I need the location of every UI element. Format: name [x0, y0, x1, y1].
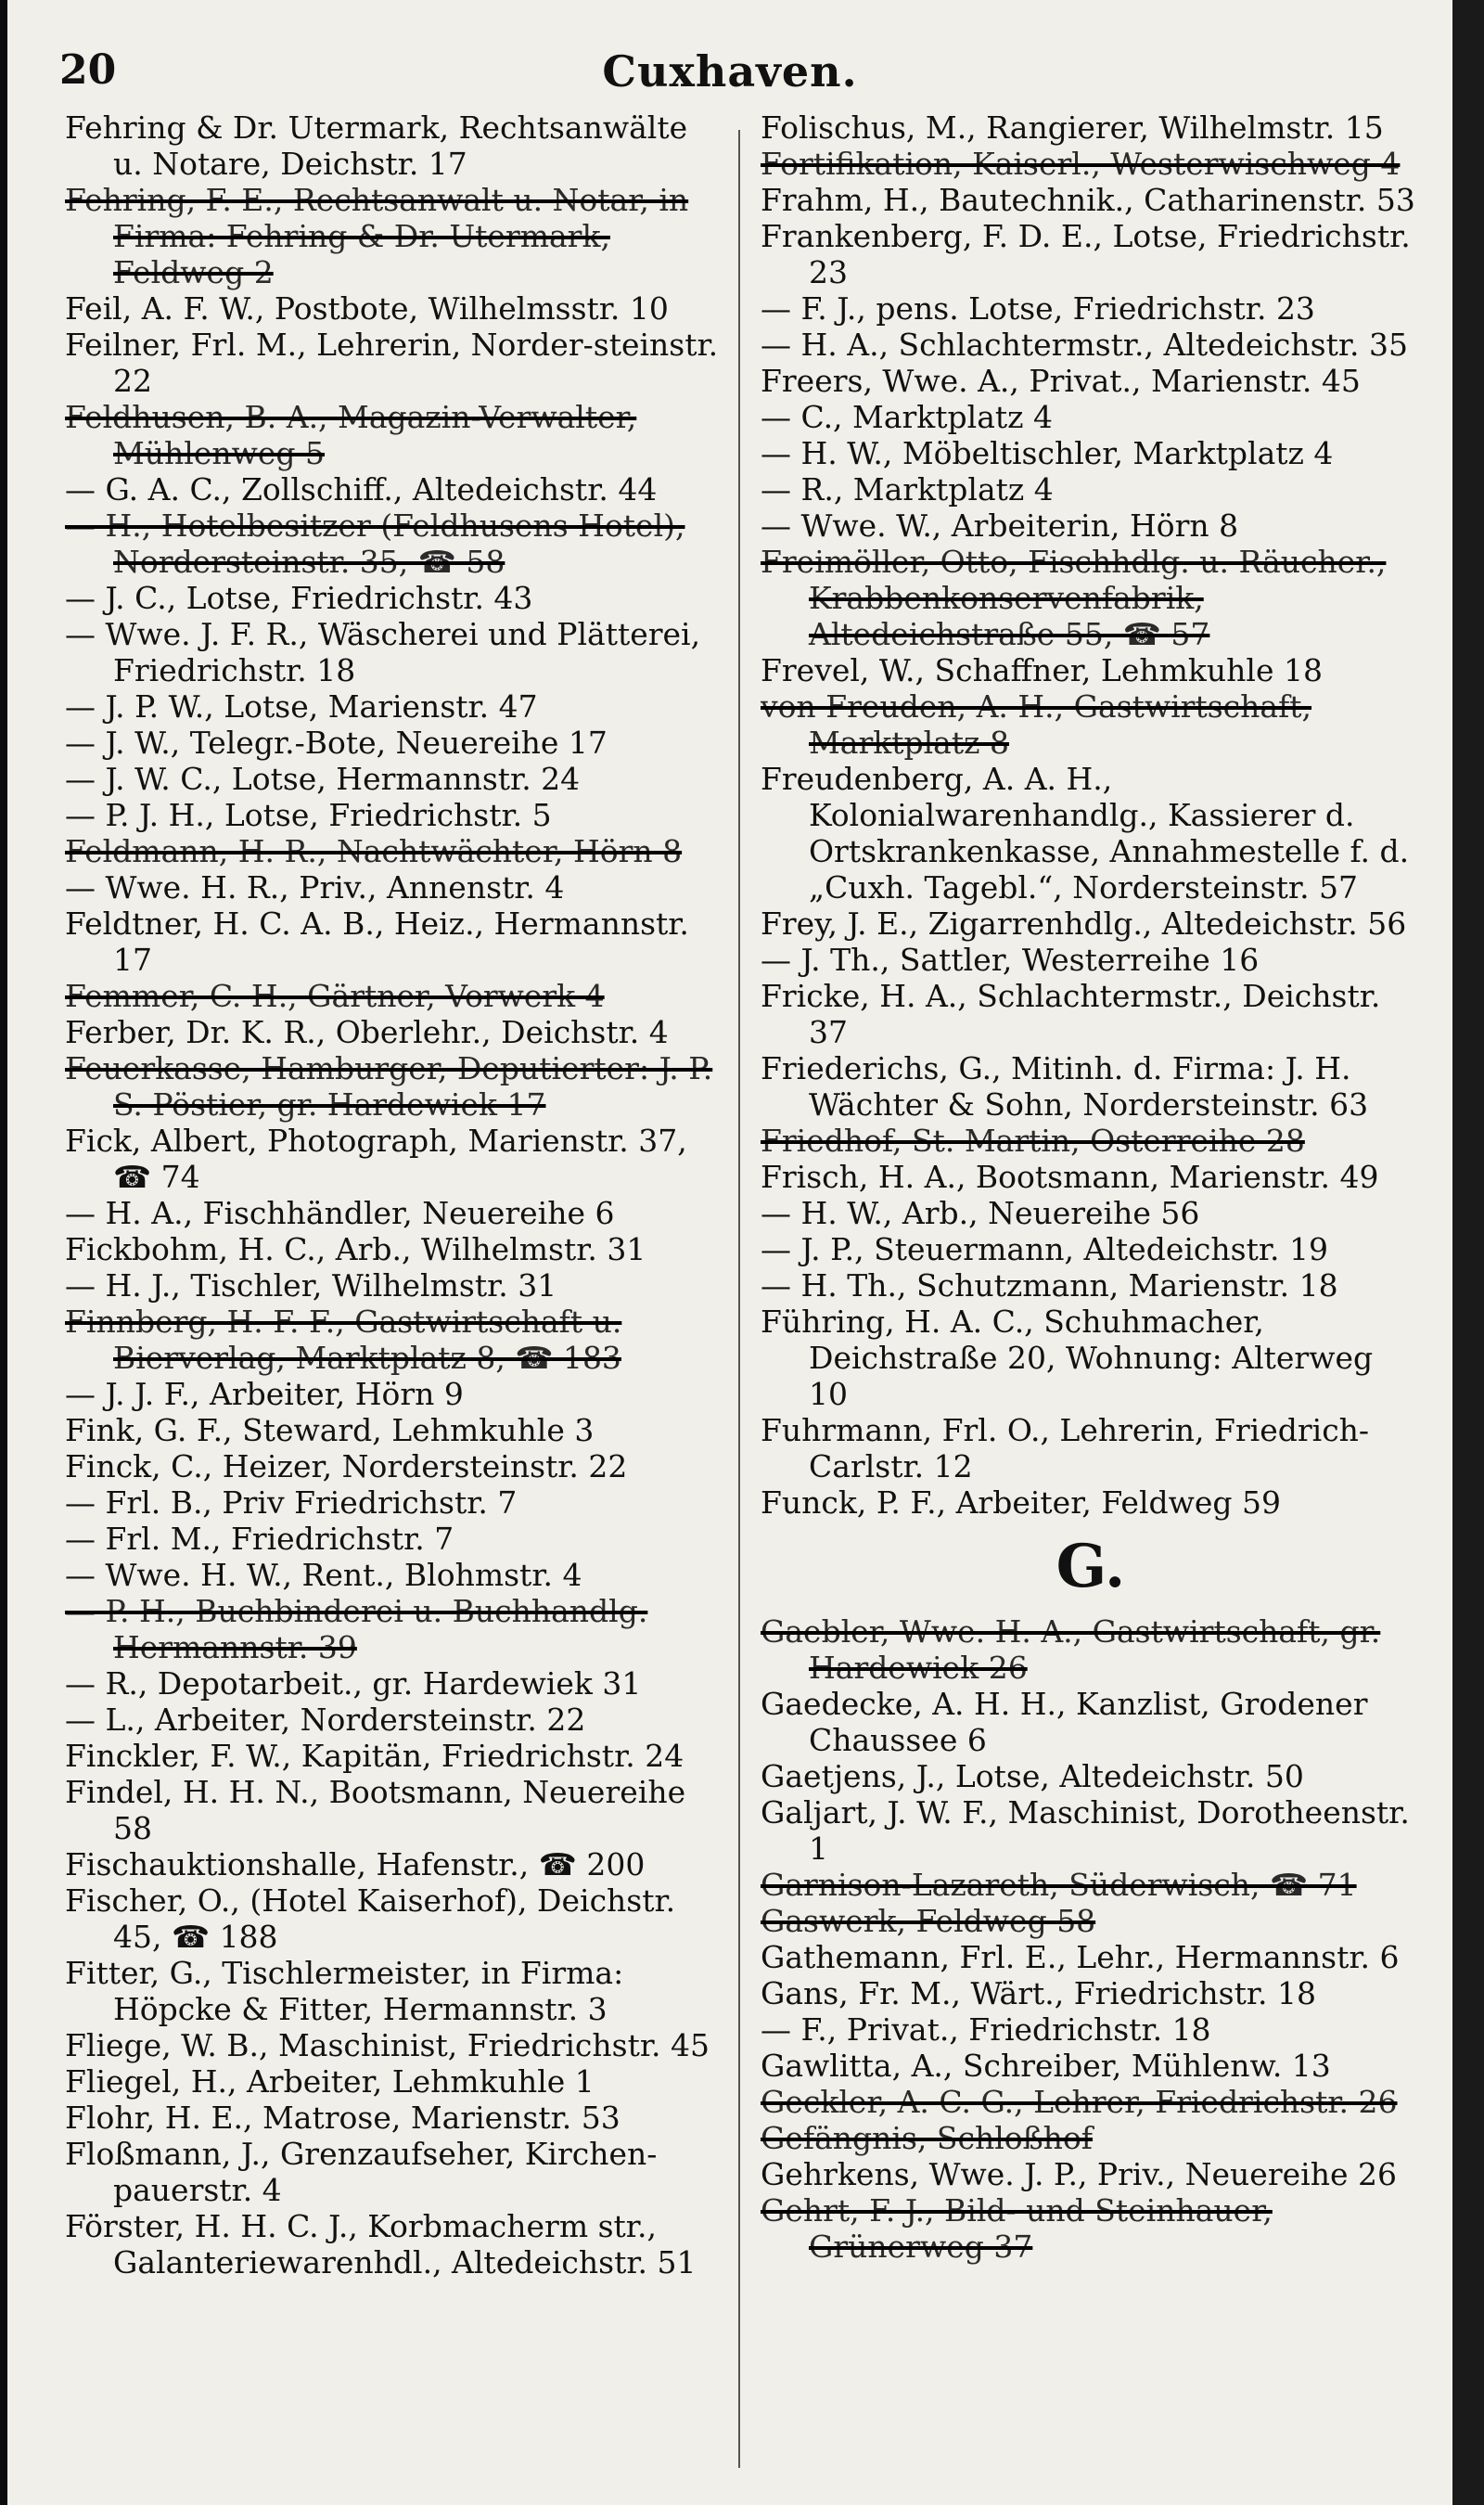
- directory-entry: Gaetjens, J., Lotse, Altedeichstr. 50: [761, 1758, 1304, 1794]
- directory-entry: Fischer, O., (Hotel Kaiserhof), Deichstr. 45, ☎ 188: [65, 1882, 676, 1955]
- directory-entry: — Wwe. H. W., Rent., Blohmstr. 4: [65, 1557, 582, 1593]
- directory-entry: Fick, Albert, Photograph, Marienstr. 37, ☎ 74: [65, 1123, 687, 1195]
- directory-entry: Feldtner, H. C. A. B., Heiz., Hermannstr. 17: [65, 906, 689, 978]
- directory-entry: — Frl. B., Priv Friedrichstr. 7: [65, 1484, 518, 1521]
- directory-entry-deleted: Freimöller, Otto, Fischhdlg. u. Räucher., Krabbenkonservenfabrik, Altedeichstraße 55, ☎ 57: [761, 544, 1387, 652]
- directory-entry: — R., Marktplatz 4: [761, 471, 1054, 507]
- directory-entry: Finck, C., Heizer, Nordersteinstr. 22: [65, 1448, 628, 1484]
- directory-entry: Frankenberg, F. D. E., Lotse, Friedrichstr. 23: [761, 218, 1411, 290]
- directory-entry: Freudenberg, A. A. H., Kolonialwarenhandlg., Kassierer d. Ortskrankenkasse, Annahmestelle f. d. „Cuxh. Tagebl.“, Nordersteinstr. 57: [761, 761, 1410, 906]
- directory-entry: — J. J. F., Arbeiter, Hörn 9: [65, 1376, 464, 1412]
- directory-entry: Fitter, G., Tischlermeister, in Firma: Höpcke & Fitter, Hermannstr. 3: [65, 1955, 624, 2027]
- directory-entry: — F., Privat., Friedrichstr. 18: [761, 2011, 1211, 2048]
- directory-entry: — J. C., Lotse, Friedrichstr. 43: [65, 580, 533, 616]
- directory-entry: Friederichs, G., Mitinh. d. Firma: J. H. Wächter & Sohn, Nordersteinstr. 63: [761, 1050, 1369, 1123]
- directory-entry: — H. A., Schlachtermstr., Altedeichstr. 35: [761, 327, 1408, 363]
- directory-entry: Frey, J. E., Zigarrenhdlg., Altedeichstr. 56: [761, 906, 1407, 942]
- directory-entry: Gans, Fr. M., Wärt., Friedrichstr. 18: [761, 1975, 1316, 2011]
- directory-entry: Führing, H. A. C., Schuhmacher, Deichstraße 20, Wohnung: Alterweg 10: [761, 1304, 1374, 1412]
- directory-entry: Feilner, Frl. M., Lehrerin, Norder-steinstr. 22: [65, 327, 719, 399]
- directory-entry-deleted: Gehrt, F. J., Bild- und Steinhauer, Grünerweg 37: [761, 2192, 1273, 2265]
- directory-entry-deleted: Fortifikation, Kaiserl., Westerwischweg 4: [761, 146, 1401, 182]
- directory-entry: Finckler, F. W., Kapitän, Friedrichstr. 24: [65, 1738, 684, 1774]
- directory-entry: Freers, Wwe. A., Privat., Marienstr. 45: [761, 363, 1361, 399]
- directory-entry: — J. P. W., Lotse, Marienstr. 47: [65, 688, 538, 725]
- right-column-f-entries: [761, 109, 1421, 1521]
- directory-entry: — P. J. H., Lotse, Friedrichstr. 5: [65, 797, 552, 833]
- directory-entry: — J. W., Telegr.-Bote, Neuereihe 17: [65, 725, 608, 761]
- directory-entry: Funck, P. F., Arbeiter, Feldweg 59: [761, 1484, 1281, 1521]
- directory-entry: — H. Th., Schutzmann, Marienstr. 18: [761, 1267, 1338, 1304]
- directory-entry: Feil, A. F. W., Postbote, Wilhelmsstr. 10: [65, 290, 669, 327]
- directory-entry-deleted: Feuerkasse, Hamburger, Deputierter: J. P. S. Pöstier, gr. Hardewiek 17: [65, 1050, 713, 1123]
- directory-entry: Gawlitta, A., Schreiber, Mühlenw. 13: [761, 2048, 1331, 2084]
- directory-entry: Fickbohm, H. C., Arb., Wilhelmstr. 31: [65, 1231, 646, 1267]
- directory-entry: — H. W., Möbeltischler, Marktplatz 4: [761, 435, 1334, 471]
- directory-entry: — Frl. M., Friedrichstr. 7: [65, 1521, 454, 1557]
- directory-entry-deleted: Garnison-Lazareth, Süderwisch, ☎ 71: [761, 1867, 1357, 1903]
- right-column: [761, 109, 1421, 2265]
- directory-entry: Fuhrmann, Frl. O., Lehrerin, Friedrich-Carlstr. 12: [761, 1412, 1370, 1484]
- directory-entry-deleted: Fehring, F. E., Rechtsanwalt u. Notar, in Firma: Fehring & Dr. Utermark, Feldweg 2: [65, 182, 689, 290]
- directory-entry: — H. A., Fischhändler, Neuereihe 6: [65, 1195, 615, 1231]
- directory-entry-deleted: Feldmann, H. R., Nachtwächter, Hörn 8: [65, 833, 683, 869]
- directory-entry: — C., Marktplatz 4: [761, 399, 1054, 435]
- directory-entry: — J. P., Steuermann, Altedeichstr. 19: [761, 1231, 1328, 1267]
- directory-entry: Gehrkens, Wwe. J. P., Priv., Neuereihe 26: [761, 2156, 1397, 2192]
- directory-entry: Fliegel, H., Arbeiter, Lehmkuhle 1: [65, 2063, 595, 2100]
- directory-entry: — G. A. C., Zollschiff., Altedeichstr. 44: [65, 471, 658, 507]
- directory-entry-deleted: Geckler, A. C. G., Lehrer, Friedrichstr. 26: [761, 2084, 1398, 2120]
- directory-entry: Frevel, W., Schaffner, Lehmkuhle 18: [761, 652, 1323, 688]
- directory-entry: Förster, H. H. C. J., Korbmacherm str., Galanteriewarenhdl., Altedeichstr. 51: [65, 2208, 697, 2280]
- directory-entry-deleted: Gefängnis, Schloßhof: [761, 2120, 1094, 2156]
- directory-entry: — Wwe. W., Arbeiterin, Hörn 8: [761, 507, 1239, 544]
- directory-entry-deleted: Feldhusen, B. A., Magazin-Verwalter, Mühlenweg 5: [65, 399, 637, 471]
- directory-entry: Fink, G. F., Steward, Lehmkuhle 3: [65, 1412, 595, 1448]
- directory-entry: — Wwe. J. F. R., Wäscherei und Plätterei, Friedrichstr. 18: [65, 616, 701, 688]
- directory-entry: Folischus, M., Rangierer, Wilhelmstr. 15: [761, 109, 1384, 146]
- directory-entry: — J. Th., Sattler, Westerreihe 16: [761, 942, 1260, 978]
- right-column-g-entries: [761, 1613, 1421, 2265]
- running-title: Cuxhaven.: [602, 46, 858, 96]
- directory-entry-deleted: Gaswerk, Feldweg 58: [761, 1903, 1096, 1939]
- directory-entry: Gathemann, Frl. E., Lehr., Hermannstr. 6: [761, 1939, 1400, 1975]
- directory-entry: Flohr, H. E., Matrose, Marienstr. 53: [65, 2100, 620, 2136]
- directory-entry: — H. J., Tischler, Wilhelmstr. 31: [65, 1267, 557, 1304]
- directory-entry: — Wwe. H. R., Priv., Annenstr. 4: [65, 869, 565, 906]
- column-divider: [738, 130, 740, 2468]
- directory-entry: Gaedecke, A. H. H., Kanzlist, Grodener Chaussee 6: [761, 1686, 1368, 1758]
- directory-entry: — J. W. C., Lotse, Hermannstr. 24: [65, 761, 581, 797]
- directory-entry-deleted: — P. H., Buchbinderei u. Buchhandlg. Hermannstr. 39: [65, 1593, 648, 1665]
- directory-entry: — L., Arbeiter, Nordersteinstr. 22: [65, 1702, 586, 1738]
- directory-entry: Fischauktionshalle, Hafenstr., ☎ 200: [65, 1846, 646, 1882]
- directory-entry-deleted: von Freuden, A. H., Gastwirtschaft, Marktplatz 8: [761, 688, 1312, 761]
- page-number: 20: [59, 46, 117, 94]
- directory-entry-deleted: Finnberg, H. F. F., Gastwirtschaft u. Bierverlag, Marktplatz 8, ☎ 183: [65, 1304, 622, 1376]
- directory-entry: Floßmann, J., Grenzaufseher, Kirchen-pauerstr. 4: [65, 2136, 658, 2208]
- directory-entry: — R., Depotarbeit., gr. Hardewiek 31: [65, 1665, 642, 1702]
- directory-entry: Frisch, H. A., Bootsmann, Marienstr. 49: [761, 1159, 1379, 1195]
- directory-entry-deleted: — H., Hotelbesitzer (Feldhusens Hotel), Nordersteinstr. 35, ☎ 58: [65, 507, 685, 580]
- page-header: [7, 28, 1452, 96]
- directory-entry-deleted: Femmer, C. H., Gärtner, Vorwerk 4: [65, 978, 605, 1014]
- directory-entry: — H. W., Arb., Neuereihe 56: [761, 1195, 1200, 1231]
- section-letter-g: G.: [1055, 1532, 1126, 1601]
- directory-entry-deleted: Gaebler, Wwe. H. A., Gastwirtschaft, gr. Hardewiek 26: [761, 1613, 1381, 1686]
- directory-entry: Fricke, H. A., Schlachtermstr., Deichstr. 37: [761, 978, 1381, 1050]
- left-column: [65, 109, 725, 2280]
- directory-entry: Fehring & Dr. Utermark, Rechtsanwälte u. Notare, Deichstr. 17: [65, 109, 688, 182]
- directory-entry: Ferber, Dr. K. R., Oberlehr., Deichstr. 4: [65, 1014, 669, 1050]
- scan-edge: [1452, 0, 1484, 2505]
- directory-entry: — F. J., pens. Lotse, Friedrichstr. 23: [761, 290, 1315, 327]
- directory-page: [7, 0, 1452, 2505]
- directory-entry-deleted: Friedhof, St. Martin, Osterreihe 28: [761, 1123, 1305, 1159]
- directory-entry: Frahm, H., Bautechnik., Catharinenstr. 53: [761, 182, 1415, 218]
- directory-entry: Fliege, W. B., Maschinist, Friedrichstr. 45: [65, 2027, 710, 2063]
- directory-entry: Findel, H. H. N., Bootsmann, Neuereihe 58: [65, 1774, 686, 1846]
- directory-entry: Galjart, J. W. F., Maschinist, Dorotheenstr. 1: [761, 1794, 1410, 1867]
